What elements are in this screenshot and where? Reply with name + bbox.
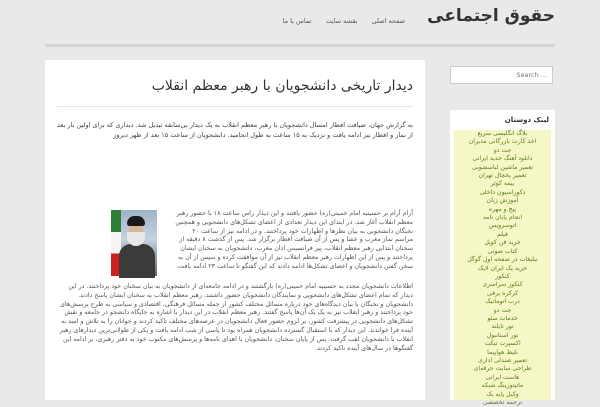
site-header [45,0,555,44]
nav-item-sitemap[interactable]: نقشه سایت [325,17,358,25]
friend-link[interactable]: مانیتورینگ شبکه [481,382,524,390]
header-divider [45,44,555,47]
friend-link[interactable]: خدمات سئو [487,314,518,322]
friend-link[interactable]: دکوراسیون داخلی [479,188,526,196]
friend-link[interactable]: فیلم [497,230,508,238]
friend-link[interactable]: جت دو [493,306,512,314]
friend-link[interactable]: جت دو [493,146,512,154]
friend-link[interactable]: وکیل پایه یک [486,390,519,398]
friend-link[interactable]: آموزش زبان [486,197,519,205]
friend-link[interactable]: تبلیغات در صفحه اول گوگل [467,256,538,264]
friend-link[interactable]: پیج و مهره [488,205,517,213]
post-title[interactable]: دیدار تاریخی دانشجویان با رهبر معظم انقلاب [151,78,413,94]
friend-link[interactable]: بلیط هواپیما [487,348,518,356]
friend-link[interactable]: تعمیر صندلی اداری [478,356,527,364]
friend-link[interactable]: اخذ کارت بازرگانی مدیران [468,138,537,146]
friend-link[interactable]: خرید فن کویل [484,239,521,247]
friend-link[interactable]: ترجمه تخصصی [482,399,523,406]
friend-link[interactable]: انجام پایان نامه [482,214,523,222]
nav-item-home[interactable]: صفحه اصلی [371,17,405,25]
turban-shape [127,216,145,226]
friend-link[interactable]: دانلود آهنگ جدید ایرانی [472,155,533,163]
friend-link[interactable]: بیمه کوثر [490,180,515,188]
friend-link[interactable]: تور تایلند [491,323,514,331]
links-widget [450,110,555,406]
post-divider [57,106,413,107]
friend-link[interactable]: خرید یک ایران لایک [477,264,528,272]
friend-link[interactable]: اکسپرت تیکت [484,340,521,348]
widget-title: لینک دوستان [504,116,549,124]
friend-link[interactable]: طراحی سایت حرفه‌ای [473,365,532,373]
site-title[interactable]: حقوق اجتماعی [427,6,555,26]
friend-link[interactable]: درب اتوماتیک [485,298,520,306]
friend-link[interactable]: کنکور [495,272,510,280]
post-body-paragraph-2: اطلاعات دانشجویان مجدد به حسینیه امام خمینی(ره) بازگشتند و در ادامه جامعه‌ای از دانشجویان به بیان سخنان خود پرداختند. در این دیدار که تمام اعضای تشکل‌های دانشجویی و نمایندگان دانشجویان حضور داشتند، رهبر معظم انقلاب به سخنان ایشان پاسخ دادند. دانشجویان و نخبگان با بیان دیدگاه‌های خود درباره مسائل مختلف کشور از جمله مسائل فرهنگی، اقتصادی و سیاسی به طرح پرسش‌های خود پرداختند و رهبر انقلاب نیز به یک یک آن‌ها پاسخ گفتند. رهبر معظم انقلاب در این دیدار با اشاره به جایگاه دانشجو در جامعه و نقش تشکل‌های دانشجویی در پیشرفت کشور، بر لزوم حضور فعال دانشجویان در عرصه‌های مختلف تاکید کردند و جوانان را به تلاش و امید به آینده فرا خواندند. این دیدار که با استقبال گسترده دانشجویان همراه بود تا پاسی از شب ادامه یافت و یکی از طولانی‌ترین دیدارهای رهبر انقلاب با دانشجویان لقب گرفت. پس از پایان سخنان، دانشجویان با اهدای نامه‌ها و پرسش‌های مکتوب خود به دفتر رهبری، بر ادامه این گفتگوها در سال‌های آینده تاکید کردند. [59,283,413,352]
friend-link[interactable]: هاست ایرانی [485,373,520,381]
post-article [45,60,425,400]
search-input[interactable] [450,66,553,84]
friend-link[interactable]: تعمیر یخچال تهران [478,172,527,180]
post-body-paragraph: آرام آرام بر حسینیه امام خمینی(ره) حضور یافتند و این دیدار راس ساعت ۱۸ با حضور رهبر معظم انقلاب آغاز شد. در ابتدای این دیدار تعدادی از اعضای تشکل‌های دانشجویی و همچنین نخبگان دانشجویی به بیان نظرها و اظهارات خود پرداختند. و در ادامه نیز از ساعت ۲۰ مراسم نماز مغرب و عشا و پس از آن ضیافت افطار برگزار شد. پس از گذشت ۸ دقیقه از سخنان ابتدایی رهبر معظم انقلاب، پیر فرانسیس اذان مغرب، دانشجویان به سخنان ایشان پرداختند و پس از این اظهارات رهبر معظم انقلاب نیز از آن موافقت کرده و سپس از آن به سخن گفتن دانشجویان و اعضای تشکل‌ها ادامه دادند که این گفتگو تا ساعت ۲۳ ادامه یافت. [175,210,413,270]
friend-link[interactable]: بلاگ انگلیسی سریع [477,130,528,137]
main-nav [283,17,405,25]
friend-link[interactable]: کرکره برقی [486,289,519,297]
friend-link[interactable]: تعمیر ماشین لباسشویی [472,163,533,171]
friend-link[interactable]: کتاب صوتی [487,247,518,255]
friend-link[interactable]: اتوسرویس [488,222,517,230]
friend-link[interactable]: کنکور سراسری [482,281,523,289]
friend-links-list [454,130,551,406]
post-image [111,210,157,276]
friend-link[interactable]: تور استانبول [486,331,519,339]
robe-shape [119,244,155,278]
nav-item-contact[interactable]: تماس با ما [282,17,312,25]
post-intro: به گزارش جهان، ضیافت افطار امسال دانشجویان با رهبر معظم انقلاب به یک دیدار بی‌سابقه تبدیل شد. دیداری که برای اولین بار بعد از نماز و افطار نیز ادامه یافت و نزدیک به ۱۵ ساعت به طول انجامید. دانشجویان از ساعت ۱۵ بعد از ظهر دیروز [57,121,413,139]
